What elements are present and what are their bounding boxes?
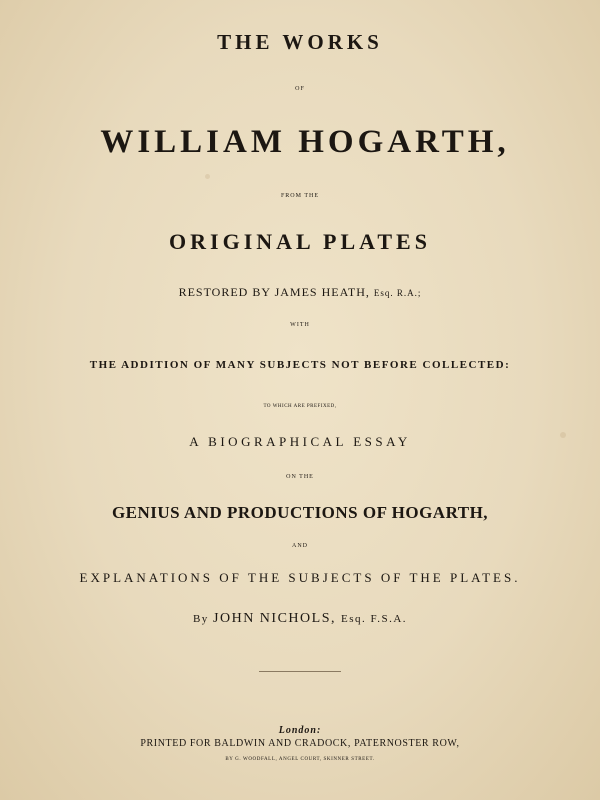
text-genius-productions: GENIUS AND PRODUCTIONS OF HOGARTH,	[111, 503, 489, 522]
imprint-place: London:	[278, 725, 322, 736]
paper-stain	[205, 174, 210, 179]
text-prefixed: TO WHICH ARE PREFIXED,	[263, 404, 337, 409]
text-restored-by	[0, 286, 600, 298]
editor-honorific: Esq. F.S.A.	[340, 613, 408, 625]
text-explanations: EXPLANATIONS OF THE SUBJECTS OF THE PLATES.	[79, 570, 521, 585]
text-by-john-nichols	[0, 612, 600, 626]
text-addition: THE ADDITION OF MANY SUBJECTS NOT BEFORE COLLECTED:	[89, 359, 511, 371]
text-from-the: FROM THE	[280, 193, 320, 199]
restored-by-main: RESTORED BY JAMES HEATH,	[178, 285, 374, 299]
imprint-printed-by: BY G. WOODFALL, ANGEL COURT, SKINNER STREET.	[225, 757, 375, 762]
by-word: By	[192, 613, 214, 625]
title-the-works: THE WORKS	[217, 30, 383, 54]
divider-rule	[259, 671, 341, 672]
text-with: WITH	[290, 322, 310, 328]
imprint-printer: PRINTED FOR BALDWIN AND CRADOCK, PATERNOSTER ROW,	[140, 738, 460, 749]
restored-by-honorific: Esq. R.A.;	[373, 288, 422, 298]
text-on-the: ON THE	[286, 474, 314, 480]
title-original-plates: ORIGINAL PLATES	[169, 229, 431, 254]
text-of: OF	[295, 86, 305, 92]
editor-name: JOHN NICHOLS,	[213, 611, 341, 626]
text-biographical-essay: A BIOGRAPHICAL ESSAY	[189, 434, 411, 449]
text-and: AND	[292, 543, 308, 549]
title-author-name: WILLIAM HOGARTH,	[100, 124, 510, 160]
